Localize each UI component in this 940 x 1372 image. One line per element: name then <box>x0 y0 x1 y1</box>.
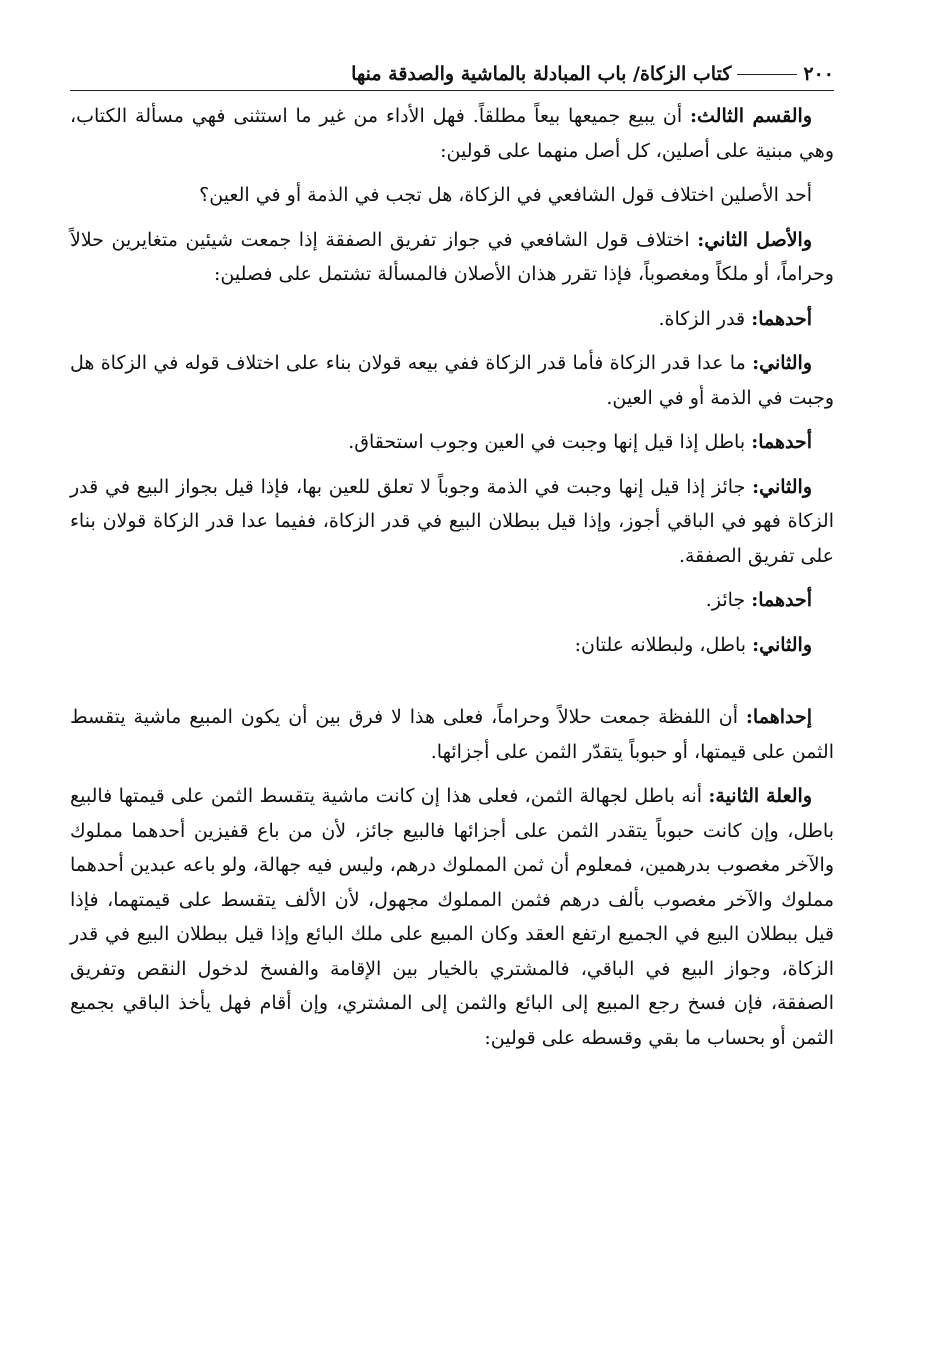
paragraph <box>70 470 834 574</box>
chapter-title: كتاب الزكاة/ باب المبادلة بالماشية والصدقة منها <box>351 63 732 85</box>
paragraph-text: اختلاف قول الشافعي في جواز تفريق الصفقة إذا جمعت شيئين متغايرين حلالاً وحراماً، أو ملكاً ومغصوباً، فإذا تقرر هذان الأصلان فالمسألة تشتمل على فصلين: <box>70 228 834 285</box>
paragraph-text: أن اللفظة جمعت حلالاً وحراماً، فعلى هذا لا فرق بين أن يكون المبيع ماشية يتقسط الثمن على قيمتها، أو حبوباً يتقدّر الثمن على أجزائها. <box>70 706 834 763</box>
header-rule <box>737 74 797 75</box>
paragraph <box>70 178 834 213</box>
paragraph <box>70 425 834 460</box>
paragraph <box>70 223 834 292</box>
paragraph-text: ما عدا قدر الزكاة فأما قدر الزكاة ففي بيعه قولان بناء على اختلاف قوله في الزكاة هل وجبت في الذمة أو في العين. <box>70 352 834 409</box>
paragraph <box>70 346 834 415</box>
paragraph <box>70 302 834 337</box>
page-number: ٢٠٠ <box>803 63 834 85</box>
paragraph-text: جائز. <box>705 589 752 611</box>
paragraph <box>70 628 834 663</box>
paragraph-lead: والقسم الثالث: <box>690 105 812 127</box>
page-body <box>70 99 834 1055</box>
paragraph-lead: أحدهما: <box>751 307 812 330</box>
paragraph-text: أن يبيع جميعها بيعاً مطلقاً. فهل الأداء من غير ما استثنى فهي مسألة الكتاب، وهي مبنية على أصلين، كل أصل منهما على قولين: <box>70 105 834 162</box>
paragraph-text: أحد الأصلين اختلاف قول الشافعي في الزكاة، هل تجب في الذمة أو في العين؟ <box>199 184 812 206</box>
paragraph-lead: أحدهما: <box>751 589 812 611</box>
paragraph <box>70 583 834 618</box>
paragraph-lead: والثاني: <box>752 475 812 498</box>
paragraph-text: باطل إذا قيل إنها وجبت في العين وجوب استحقاق. <box>348 431 752 453</box>
paragraph-text: باطل، ولبطلانه علتان: <box>574 633 753 656</box>
paragraph-lead: والعلة الثانية: <box>708 785 813 807</box>
paragraph-text: قدر الزكاة. <box>658 307 752 330</box>
paragraph <box>70 700 834 769</box>
running-header <box>70 58 834 91</box>
paragraph-lead: والثاني: <box>752 352 812 374</box>
paragraph-lead: والأصل الثاني: <box>697 228 812 251</box>
paragraph-lead: أحدهما: <box>751 431 812 453</box>
paragraph-lead: إحداهما: <box>745 706 812 728</box>
paragraph <box>70 779 834 1055</box>
paragraph-lead: والثاني: <box>752 633 812 656</box>
paragraph <box>70 99 834 168</box>
paragraph-text: جائز إذا قيل إنها وجبت في الذمة وجوباً لا تعلق للعين بها، فإذا قيل بجواز البيع في قدر الزكاة فهو في الباقي أجوز، وإذا قيل ببطلان البيع في قدر الزكاة، ففيما عدا قدر الزكاة قولان بناء على تفريق الصفقة. <box>70 475 834 567</box>
paragraph-text: أنه باطل لجهالة الثمن، فعلى هذا إن كانت ماشية يتقسط الثمن على قيمتها فالبيع باطل، وإن كانت حبوباً يتقدر الثمن على أجزائها فالبيع جائز، لأن من باع قفيزين أحدهما مملوك والآخر مغصوب بدرهمين، فمعلوم أن ثمن المملوك درهم، وليس فيه جهالة، ولو باعه عبدين أحدهما مملوك والآخر مغصوب بألف درهم فثمن المملوك مجهول، لأن الألف يتقسط على قيمتهما، فإذا قيل ببطلان البيع في الجميع ارتفع العقد وكان المبيع على ملك البائع وإذا قيل ببطلان البيع في قدر الزكاة، وجواز البيع في الباقي، فالمشتري بالخيار بين الإقامة والفسخ لدخول النقص وتفريق الصفقة، فإن فسخ رجع المبيع إلى البائع والثمن إلى المشتري، وإن أقام فهل يأخذ الباقي بجميع الثمن أو بحساب ما بقي وقسطه على قولين: <box>70 785 834 1049</box>
